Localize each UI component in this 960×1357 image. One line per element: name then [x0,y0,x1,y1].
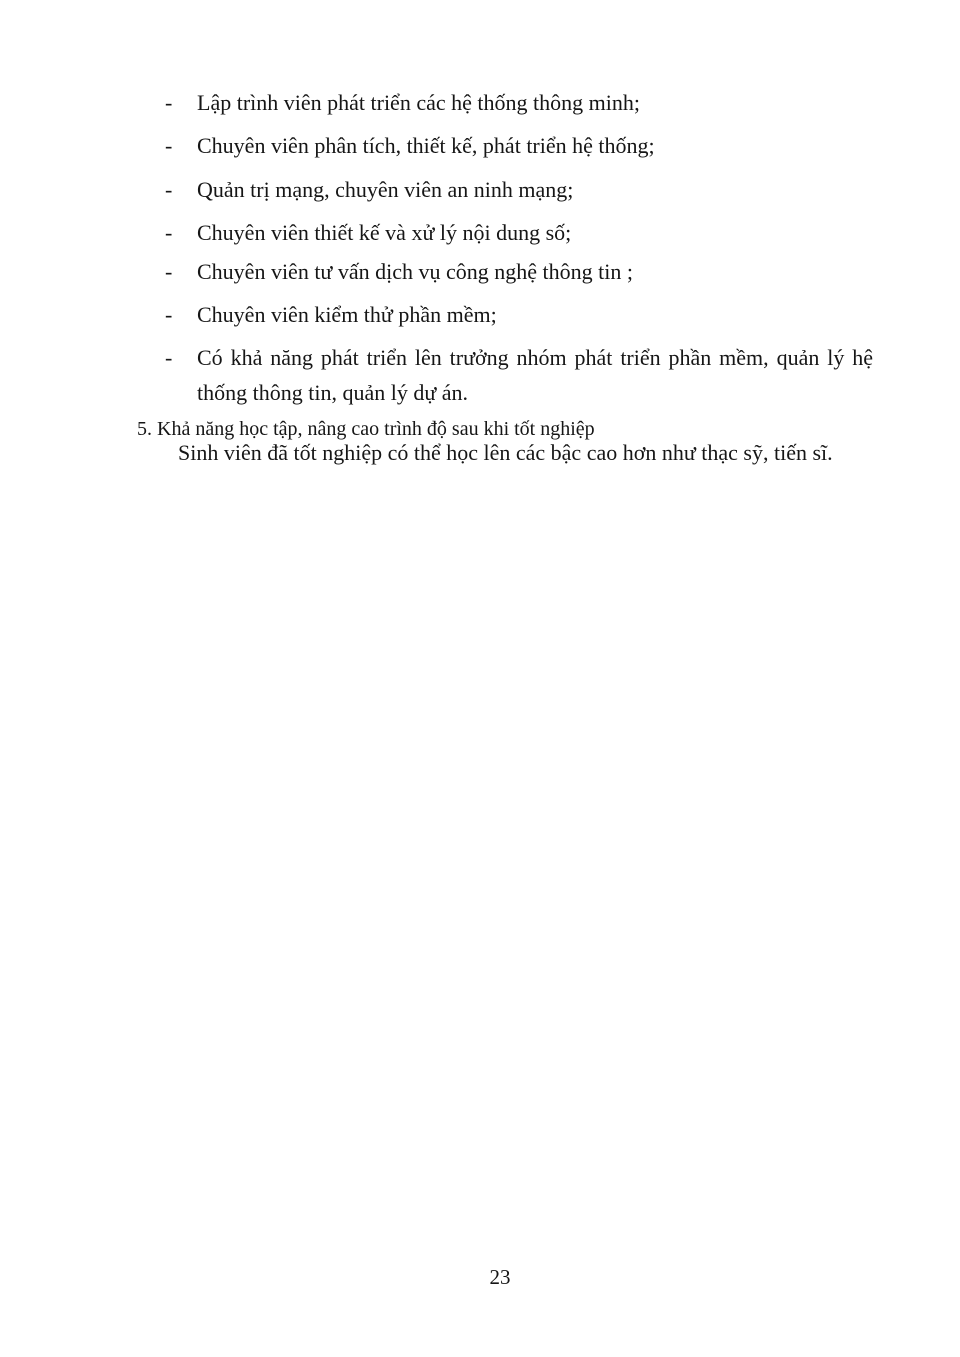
bullet-item [165,257,633,287]
section-heading: 5. Khả năng học tập, nâng cao trình độ sau khi tốt nghiệp [137,418,595,440]
bullet-text: Chuyên viên tư vấn dịch vụ công nghệ thông tin ; [197,259,633,284]
bullet-text: Lập trình viên phát triển các hệ thống thông minh; [197,90,640,115]
bullet-text-line-1: Có khả năng phát triển lên trưởng nhóm phát triển phần mềm, quản lý hệ [197,345,873,370]
bullet-dash: - [165,177,173,202]
bullet-item [165,88,640,118]
bullet-dash: - [165,259,173,284]
bullet-item [165,131,655,161]
bullet-text: Chuyên viên kiểm thử phần mềm; [197,302,497,327]
bullet-item [165,218,571,248]
bullet-item [165,300,497,330]
bullet-dash: - [165,345,173,370]
page-number: 23 [489,1265,511,1289]
bullet-text-line-2: thống thông tin, quản lý dự án. [197,380,469,405]
bullet-text: Chuyên viên phân tích, thiết kế, phát triển hệ thống; [197,133,655,158]
bullet-dash: - [165,302,173,327]
bullet-text: Chuyên viên thiết kế và xử lý nội dung số; [197,220,572,245]
bullet-dash: - [165,220,173,245]
bullet-item [165,175,573,205]
bullet-item [165,340,873,410]
bullet-dash: - [165,133,173,158]
bullet-text: Quản trị mạng, chuyên viên an ninh mạng; [197,177,574,202]
bullet-dash: - [165,90,173,115]
section-body-text: Sinh viên đã tốt nghiệp có thể học lên các bậc cao hơn như thạc sỹ, tiến sĩ. [178,440,833,465]
